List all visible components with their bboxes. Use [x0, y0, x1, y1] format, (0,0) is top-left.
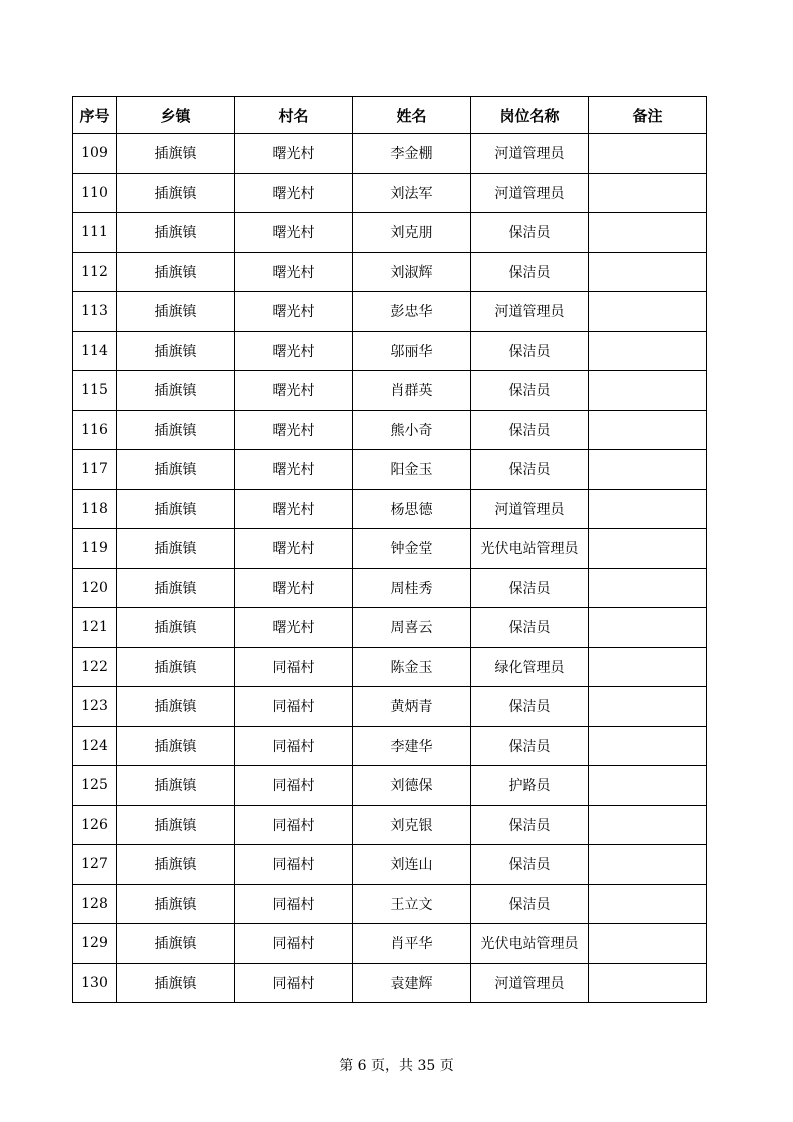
- table-row: [73, 410, 707, 450]
- cell-village: 同福村: [235, 805, 353, 845]
- cell-remarks: [589, 173, 707, 213]
- cell-village: 曙光村: [235, 134, 353, 174]
- table-row: [73, 213, 707, 253]
- cell-position: 保洁员: [471, 726, 589, 766]
- table-row: [73, 252, 707, 292]
- cell-township: 插旗镇: [117, 568, 235, 608]
- cell-name: 袁建辉: [353, 963, 471, 1003]
- cell-position: 保洁员: [471, 608, 589, 648]
- cell-serial: 116: [73, 410, 117, 450]
- cell-serial: 117: [73, 450, 117, 490]
- cell-name: 周桂秀: [353, 568, 471, 608]
- cell-village: 曙光村: [235, 608, 353, 648]
- cell-remarks: [589, 924, 707, 964]
- cell-township: 插旗镇: [117, 134, 235, 174]
- header-position: 岗位名称: [471, 97, 589, 134]
- cell-name: 王立文: [353, 884, 471, 924]
- cell-serial: 114: [73, 331, 117, 371]
- cell-position: 保洁员: [471, 410, 589, 450]
- cell-serial: 129: [73, 924, 117, 964]
- cell-remarks: [589, 134, 707, 174]
- cell-township: 插旗镇: [117, 450, 235, 490]
- cell-position: 保洁员: [471, 450, 589, 490]
- cell-township: 插旗镇: [117, 213, 235, 253]
- cell-remarks: [589, 687, 707, 727]
- cell-position: 保洁员: [471, 568, 589, 608]
- cell-remarks: [589, 213, 707, 253]
- cell-name: 阳金玉: [353, 450, 471, 490]
- cell-position: 保洁员: [471, 331, 589, 371]
- cell-township: 插旗镇: [117, 845, 235, 885]
- cell-serial: 110: [73, 173, 117, 213]
- table-row: [73, 884, 707, 924]
- table-row: [73, 687, 707, 727]
- table-row: [73, 608, 707, 648]
- cell-name: 陈金玉: [353, 647, 471, 687]
- table-row: [73, 726, 707, 766]
- header-remarks: 备注: [589, 97, 707, 134]
- cell-township: 插旗镇: [117, 331, 235, 371]
- cell-remarks: [589, 766, 707, 806]
- cell-remarks: [589, 608, 707, 648]
- cell-village: 曙光村: [235, 371, 353, 411]
- table-row: [73, 173, 707, 213]
- cell-village: 曙光村: [235, 331, 353, 371]
- cell-serial: 118: [73, 489, 117, 529]
- cell-village: 曙光村: [235, 292, 353, 332]
- cell-village: 同福村: [235, 963, 353, 1003]
- header-name: 姓名: [353, 97, 471, 134]
- cell-township: 插旗镇: [117, 489, 235, 529]
- cell-name: 刘克银: [353, 805, 471, 845]
- table-row: [73, 489, 707, 529]
- cell-serial: 123: [73, 687, 117, 727]
- cell-township: 插旗镇: [117, 924, 235, 964]
- table-row: [73, 766, 707, 806]
- cell-village: 同福村: [235, 766, 353, 806]
- table-body: [73, 134, 707, 1003]
- cell-remarks: [589, 647, 707, 687]
- cell-position: 河道管理员: [471, 489, 589, 529]
- cell-township: 插旗镇: [117, 410, 235, 450]
- cell-township: 插旗镇: [117, 884, 235, 924]
- table-row: [73, 845, 707, 885]
- cell-village: 同福村: [235, 687, 353, 727]
- cell-position: 河道管理员: [471, 292, 589, 332]
- table-row: [73, 371, 707, 411]
- cell-township: 插旗镇: [117, 173, 235, 213]
- cell-serial: 122: [73, 647, 117, 687]
- cell-village: 同福村: [235, 845, 353, 885]
- header-village: 村名: [235, 97, 353, 134]
- cell-serial: 120: [73, 568, 117, 608]
- cell-remarks: [589, 963, 707, 1003]
- table-row: [73, 450, 707, 490]
- table-row: [73, 331, 707, 371]
- header-serial: 序号: [73, 97, 117, 134]
- cell-village: 曙光村: [235, 529, 353, 569]
- cell-name: 周喜云: [353, 608, 471, 648]
- cell-remarks: [589, 845, 707, 885]
- cell-name: 刘法军: [353, 173, 471, 213]
- cell-township: 插旗镇: [117, 371, 235, 411]
- cell-name: 邬丽华: [353, 331, 471, 371]
- cell-remarks: [589, 568, 707, 608]
- table-row: [73, 292, 707, 332]
- cell-position: 保洁员: [471, 884, 589, 924]
- cell-serial: 109: [73, 134, 117, 174]
- cell-name: 杨思德: [353, 489, 471, 529]
- cell-name: 李金棚: [353, 134, 471, 174]
- cell-position: 保洁员: [471, 371, 589, 411]
- table-row: [73, 924, 707, 964]
- cell-serial: 112: [73, 252, 117, 292]
- cell-serial: 128: [73, 884, 117, 924]
- page-footer: 第 6 页，共 35 页: [339, 1058, 454, 1074]
- cell-position: 保洁员: [471, 805, 589, 845]
- cell-township: 插旗镇: [117, 292, 235, 332]
- cell-name: 熊小奇: [353, 410, 471, 450]
- cell-serial: 111: [73, 213, 117, 253]
- table-row: [73, 963, 707, 1003]
- cell-township: 插旗镇: [117, 647, 235, 687]
- cell-serial: 127: [73, 845, 117, 885]
- cell-name: 刘克朋: [353, 213, 471, 253]
- cell-remarks: [589, 884, 707, 924]
- cell-township: 插旗镇: [117, 766, 235, 806]
- cell-position: 河道管理员: [471, 173, 589, 213]
- cell-village: 曙光村: [235, 450, 353, 490]
- cell-name: 黄炳青: [353, 687, 471, 727]
- cell-remarks: [589, 331, 707, 371]
- cell-township: 插旗镇: [117, 687, 235, 727]
- cell-serial: 119: [73, 529, 117, 569]
- cell-village: 曙光村: [235, 410, 353, 450]
- cell-village: 同福村: [235, 726, 353, 766]
- cell-village: 曙光村: [235, 213, 353, 253]
- cell-serial: 130: [73, 963, 117, 1003]
- cell-position: 保洁员: [471, 213, 589, 253]
- cell-township: 插旗镇: [117, 726, 235, 766]
- cell-remarks: [589, 489, 707, 529]
- cell-remarks: [589, 252, 707, 292]
- cell-serial: 113: [73, 292, 117, 332]
- cell-position: 保洁员: [471, 687, 589, 727]
- cell-position: 保洁员: [471, 252, 589, 292]
- table-row: [73, 805, 707, 845]
- cell-name: 肖群英: [353, 371, 471, 411]
- table-row: [73, 134, 707, 174]
- cell-serial: 115: [73, 371, 117, 411]
- cell-remarks: [589, 529, 707, 569]
- cell-remarks: [589, 371, 707, 411]
- cell-township: 插旗镇: [117, 252, 235, 292]
- cell-village: 曙光村: [235, 173, 353, 213]
- cell-position: 光伏电站管理员: [471, 924, 589, 964]
- roster-table: [72, 96, 707, 1003]
- cell-name: 李建华: [353, 726, 471, 766]
- cell-name: 钟金堂: [353, 529, 471, 569]
- cell-name: 刘连山: [353, 845, 471, 885]
- cell-remarks: [589, 292, 707, 332]
- cell-position: 河道管理员: [471, 963, 589, 1003]
- cell-position: 光伏电站管理员: [471, 529, 589, 569]
- header-township: 乡镇: [117, 97, 235, 134]
- cell-remarks: [589, 450, 707, 490]
- cell-village: 曙光村: [235, 568, 353, 608]
- cell-position: 绿化管理员: [471, 647, 589, 687]
- cell-village: 同福村: [235, 924, 353, 964]
- cell-name: 彭忠华: [353, 292, 471, 332]
- table-header-row: [73, 97, 707, 134]
- cell-village: 曙光村: [235, 252, 353, 292]
- cell-name: 刘德保: [353, 766, 471, 806]
- cell-remarks: [589, 726, 707, 766]
- table-row: [73, 529, 707, 569]
- cell-village: 同福村: [235, 884, 353, 924]
- cell-serial: 126: [73, 805, 117, 845]
- cell-village: 曙光村: [235, 489, 353, 529]
- cell-township: 插旗镇: [117, 963, 235, 1003]
- cell-name: 刘淑辉: [353, 252, 471, 292]
- table-row: [73, 568, 707, 608]
- cell-township: 插旗镇: [117, 608, 235, 648]
- cell-position: 保洁员: [471, 845, 589, 885]
- cell-serial: 124: [73, 726, 117, 766]
- cell-village: 同福村: [235, 647, 353, 687]
- cell-position: 河道管理员: [471, 134, 589, 174]
- cell-remarks: [589, 805, 707, 845]
- cell-township: 插旗镇: [117, 529, 235, 569]
- cell-township: 插旗镇: [117, 805, 235, 845]
- cell-name: 肖平华: [353, 924, 471, 964]
- table-row: [73, 647, 707, 687]
- cell-position: 护路员: [471, 766, 589, 806]
- cell-remarks: [589, 410, 707, 450]
- cell-serial: 121: [73, 608, 117, 648]
- cell-serial: 125: [73, 766, 117, 806]
